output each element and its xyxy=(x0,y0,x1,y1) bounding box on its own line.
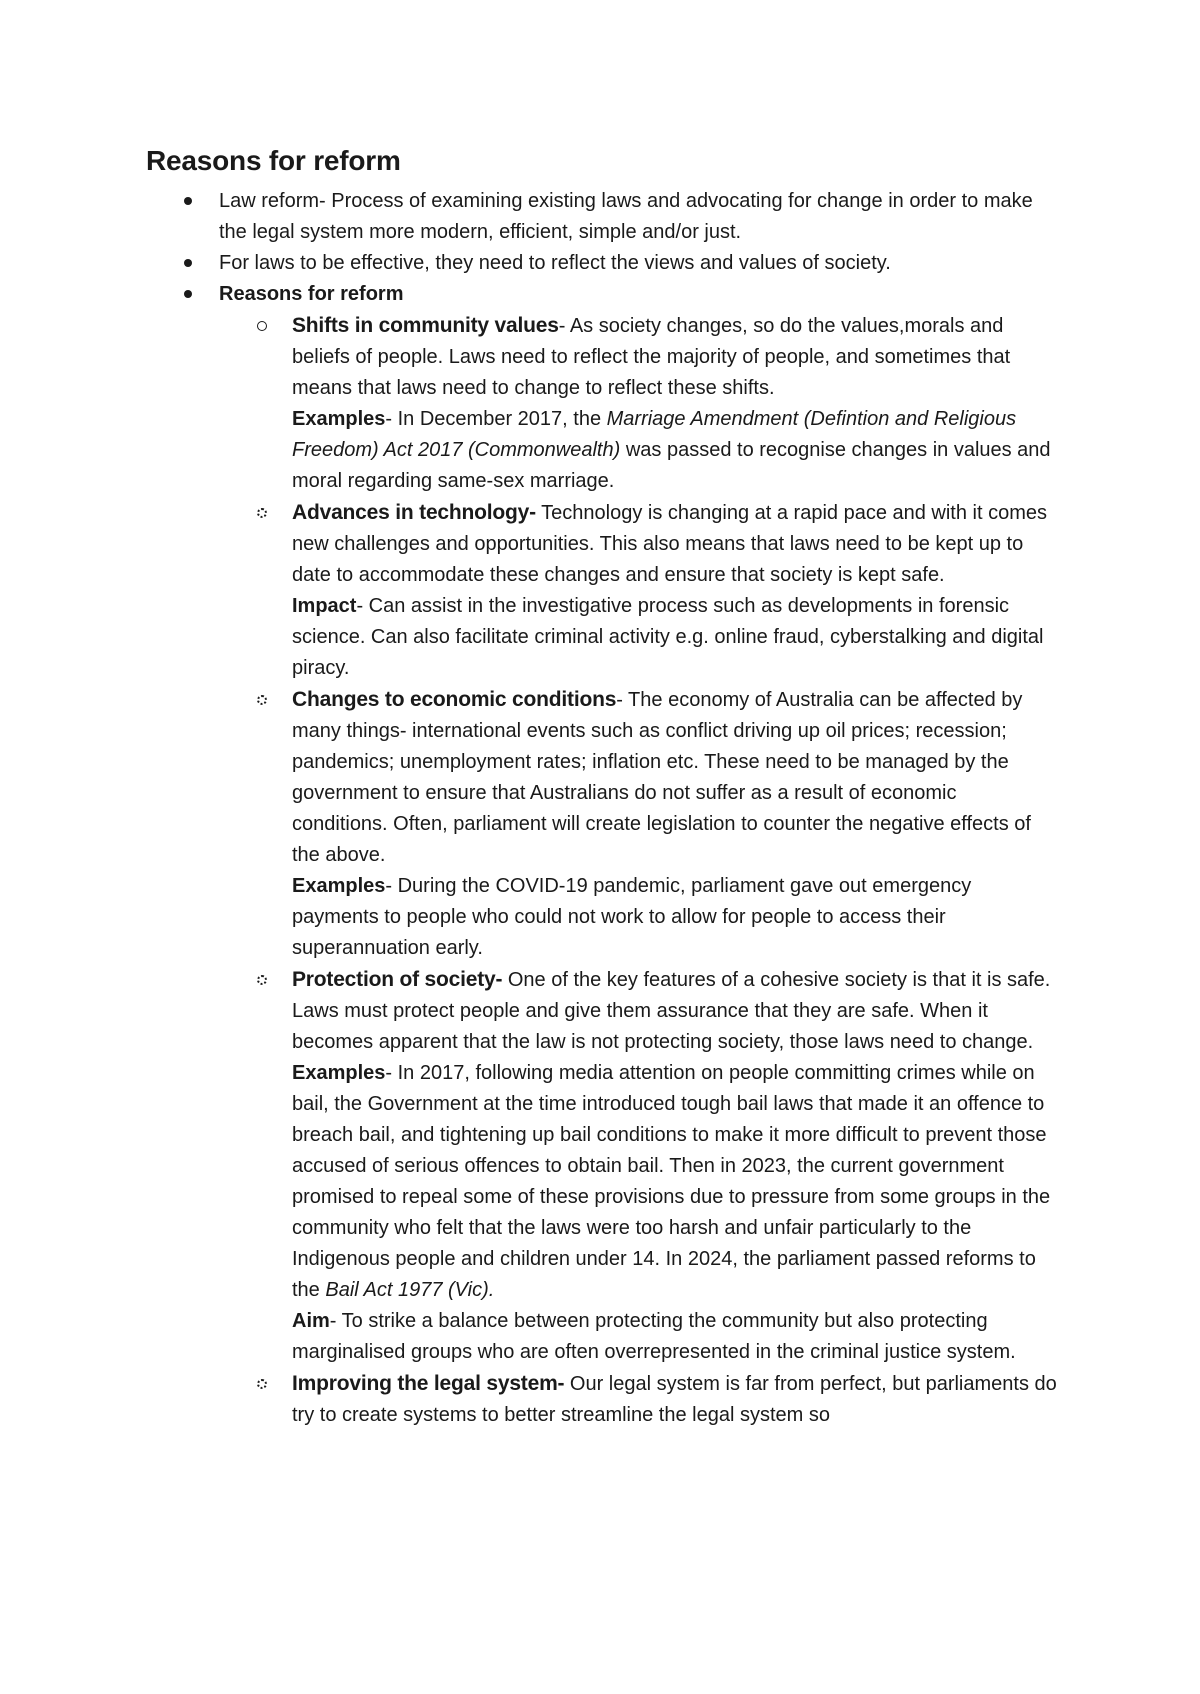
note-text: - To strike a balance between protecting the community but also protecting marginalised groups who are often overrepresented in the criminal justice system. xyxy=(292,1310,1016,1363)
examples-label: Examples xyxy=(292,875,386,897)
bullet-circle-icon xyxy=(257,1379,267,1389)
examples-label: Examples xyxy=(292,408,386,430)
list-item xyxy=(0,186,1059,248)
sub-list-item xyxy=(0,310,1057,497)
sub-text: Technology is changing at a rapid pace and with it comes new challenges and opportunities. This also means that laws need to be kept up to date to accommodate these changes and ensure that society is kept safe. xyxy=(292,502,1048,586)
bullet-disc-icon xyxy=(184,197,192,205)
sub-list-item xyxy=(0,1368,1057,1431)
main-bullet-list xyxy=(0,186,1200,1431)
note-text: - Can assist in the investigative process such as developments in forensic science. Can also facilitate criminal activity e.g. online fraud, cyberstalking and digital piracy. xyxy=(292,595,1044,679)
bullet-circle-icon xyxy=(257,508,267,518)
list-item xyxy=(0,248,1059,279)
bullet-disc-icon xyxy=(184,259,192,267)
bullet-circle-icon xyxy=(257,321,267,331)
sub-list-item xyxy=(0,964,1057,1368)
bullet-circle-icon xyxy=(257,975,267,985)
sub-heading: Shifts in community values xyxy=(292,314,559,337)
sub-text: - The economy of Australia can be affected by many things- international events such as conflict driving up oil prices; recession; pandemics; unemployment rates; inflation etc. These need to be managed by the government to ensure that Australians do not suffer as a result of economic conditions. Often, parliament will create legislation to counter the negative effects of the above. xyxy=(292,689,1031,866)
sub-list-item xyxy=(0,684,1057,964)
sub-text: One of the key features of a cohesive society is that it is safe. Laws must protect people and give them assurance that they are safe. When it becomes apparent that the law is not protecting society, those laws need to change. xyxy=(292,969,1051,1053)
sub-heading: Protection of society- xyxy=(292,968,503,991)
note-text: - In 2017, following media attention on people committing crimes while on bail, the Government at the time introduced tough bail laws that made it an offence to breach bail, and tightening up bail conditions to make it more difficult to prevent those accused of serious offences to obtain bail. Then in 2023, the current government promised to repeal some of these provisions due to pressure from some groups in the community who felt that the laws were too harsh and unfair particularly to the Indigenous people and children under 14. In 2024, the parliament passed reforms to the xyxy=(292,1062,1051,1301)
sub-text: - As society changes, so do the values,morals and beliefs of people. Laws need to reflect the majority of people, and sometimes that means that laws need to change to reflect these shifts. xyxy=(292,315,1011,399)
bullet-text: For laws to be effective, they need to reflect the views and values of society. xyxy=(219,252,891,274)
act-title: Bail Act 1977 (Vic). xyxy=(325,1279,495,1301)
sub-heading: Advances in technology- xyxy=(292,501,536,524)
bullet-text: Law reform- Process of examining existing laws and advocating for change in order to make the legal system more modern, efficient, simple and/or just. xyxy=(219,190,1033,243)
list-item xyxy=(0,279,1059,1431)
note-text: was passed to recognise changes in values and moral regarding same-sex marriage. xyxy=(292,439,1051,492)
sub-list-item xyxy=(0,497,1057,684)
section-heading: Reasons for reform xyxy=(219,283,404,305)
sub-heading: Improving the legal system- xyxy=(292,1372,565,1395)
bullet-disc-icon xyxy=(184,290,192,298)
note-text: - In December 2017, the xyxy=(385,408,607,430)
note-text: - During the COVID-19 pandemic, parliament gave out emergency payments to people who could not work to allow for people to access their superannuation early. xyxy=(292,875,972,959)
sub-bullet-list xyxy=(0,310,1059,1431)
sub-text: Our legal system is far from perfect, but parliaments do try to create systems to better streamline the legal system so xyxy=(292,1373,1057,1426)
examples-label: Examples xyxy=(292,1062,386,1084)
impact-label: Impact xyxy=(292,595,357,617)
page-title: Reasons for reform xyxy=(146,145,401,176)
bullet-circle-icon xyxy=(257,695,267,705)
act-title: Marriage Amendment (Defintion and Religious Freedom) Act 2017 (Commonwealth) xyxy=(292,408,1017,461)
aim-label: Aim xyxy=(292,1310,330,1332)
sub-heading: Changes to economic conditions xyxy=(292,688,617,711)
